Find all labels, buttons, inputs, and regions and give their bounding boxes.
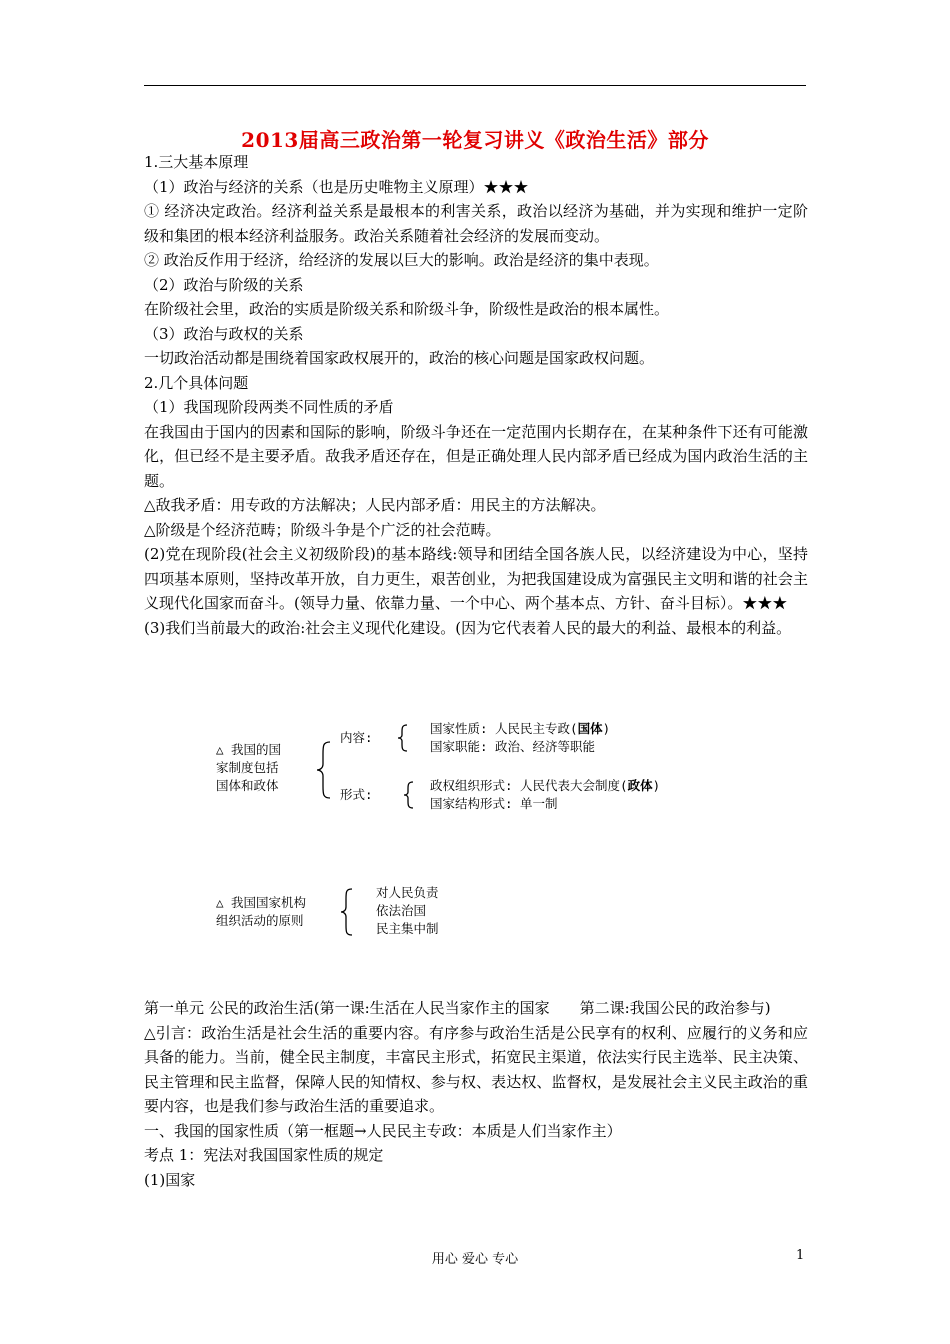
root-line: 国体和政体 xyxy=(216,778,279,793)
brace-icon xyxy=(338,887,356,937)
root-line: △ 我国国家机构 xyxy=(216,895,307,910)
paragraph: (3)我们当前最大的政治:社会主义现代化建设。(因为它代表着人民的最大的利益、最根本的利益。 xyxy=(144,618,792,637)
content-item: 国家性质: 人民民主专政(国体) xyxy=(430,721,611,736)
paragraph: 在阶级社会里，政治的实质是阶级关系和阶级斗争，阶级性是政治的根本属性。 xyxy=(144,300,670,318)
content-label: 内容: xyxy=(340,730,373,745)
small-brace-icon xyxy=(396,724,410,752)
diagram-root-label xyxy=(216,894,306,930)
paragraph: △引言：政治生活是社会生活的重要内容。有序参与政治生活是公民享有的权利、应履行的义务和应具备的能力。当前，健全民主制度，丰富民主形式，拓宽民主渠道，依法实行民主选举、民主决策、民主管理和民主监督，保障人民的知情权、参与权、表达权、监督权，是发展社会主义民主政治的重要内容，也是我们参与政治生活的重要追求。 xyxy=(144,1023,808,1115)
paragraph: 1.三大基本原理 xyxy=(144,153,249,171)
paragraph: 在我国由于国内的因素和国际的影响，阶级斗争还在一定范围内长期存在，在某种条件下还有可能激化，但已经不是主要矛盾。敌我矛盾还存在，但是正确处理人民内部矛盾已经成为国内政治生活的主题。 xyxy=(144,422,808,490)
paragraph: ① 经济决定政治。经济利益关系是最根本的利害关系，政治以经济为基础，并为实现和维护一定阶级和集团的根本经济利益服务。政治关系随着社会经济的发展而变动。 xyxy=(144,202,808,245)
principle-list xyxy=(376,884,439,938)
page-number: 1 xyxy=(796,1248,805,1263)
big-brace-icon xyxy=(314,740,336,800)
form-item: 政权组织形式: 人民代表大会制度(政体) xyxy=(430,778,661,793)
paragraph: （2）政治与阶级的关系 xyxy=(144,275,304,294)
root-line: 家制度包括 xyxy=(216,760,279,775)
form-item: 国家结构形式: 单一制 xyxy=(430,796,558,811)
principle-item: 依法治国 xyxy=(376,903,427,918)
principle-item: 民主集中制 xyxy=(376,921,439,936)
root-line: 组织活动的原则 xyxy=(216,913,304,928)
small-brace-icon xyxy=(402,781,416,809)
form-label: 形式: xyxy=(340,787,373,802)
paragraph: 一切政治活动都是围绕着国家政权展开的，政治的核心问题是国家政权问题。 xyxy=(144,349,655,367)
paragraph: 第一单元 公民的政治生活(第一课:生活在人民当家作主的国家 第二课:我国公民的政治参与) xyxy=(144,999,771,1017)
paragraph: ② 政治反作用于经济，给经济的发展以巨大的影响。政治是经济的集中表现。 xyxy=(144,251,659,269)
paragraph: △阶级是个经济范畴；阶级斗争是个广泛的社会范畴。 xyxy=(144,520,501,539)
paragraph: 考点 1：宪法对我国国家性质的规定 xyxy=(144,1146,384,1164)
unit-one-text xyxy=(144,996,808,1192)
page-title: 2013届高三政治第一轮复习讲义《政治生活》部分 xyxy=(241,128,709,152)
paragraph: 一、我国的国家性质（第一框题→人民民主专政：本质是人们当家作主） xyxy=(144,1121,622,1140)
header-rule xyxy=(144,85,806,86)
root-line: △ 我国的国 xyxy=(216,742,282,757)
principle-item: 对人民负责 xyxy=(376,885,439,900)
diagram-root-label xyxy=(216,741,281,795)
paragraph: （1）我国现阶段两类不同性质的矛盾 xyxy=(144,398,394,416)
paragraph: (2)党在现阶段(社会主义初级阶段)的基本路线:领导和团结全国各族人民，以经济建设为中心，坚持四项基本原则，坚持改革开放，自力更生，艰苦创业，为把我国建设成为富强民主文明和谐的社会主义现代化国家而奋斗。(领导力量、依靠力量、一个中心、两个基本点、方针、奋斗目标）。★★★ xyxy=(144,545,808,612)
paragraph: △敌我矛盾：用专政的方法解决；人民内部矛盾：用民主的方法解决。 xyxy=(144,496,606,514)
paragraph: （3）政治与政权的关系 xyxy=(144,324,304,343)
content-items xyxy=(430,720,610,756)
form-items xyxy=(430,777,660,813)
paragraph: （1）政治与经济的关系（也是历史唯物主义原理）★★★ xyxy=(144,177,529,196)
paragraph: 2.几个具体问题 xyxy=(144,373,249,392)
content-item: 国家职能: 政治、经济等职能 xyxy=(430,739,596,754)
page-footer: 用心 爱心 专心 xyxy=(431,1252,519,1267)
paragraph: (1)国家 xyxy=(144,1170,196,1189)
body-text xyxy=(144,150,808,640)
